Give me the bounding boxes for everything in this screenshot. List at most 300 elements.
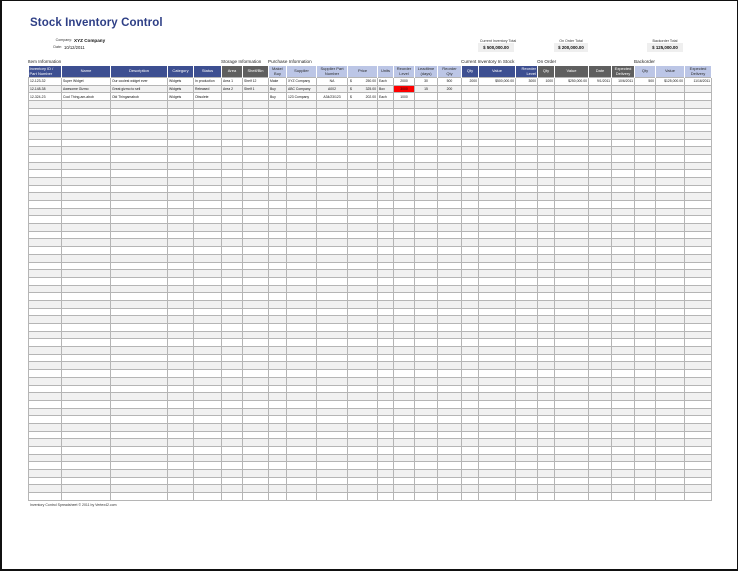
cell-cur-qty[interactable] [462,177,479,185]
cell-units[interactable] [378,216,394,224]
cell-bo-qty[interactable] [635,493,656,501]
cell-cur-value[interactable] [479,101,516,109]
cell-oo-value[interactable] [555,124,589,132]
cell-bo-value[interactable] [656,347,685,355]
cell-leadtime[interactable] [415,347,438,355]
cell-shelf[interactable] [243,201,269,209]
cell-cur-qty[interactable] [462,408,479,416]
cell-shelf[interactable] [243,108,269,116]
cell-leadtime[interactable] [415,385,438,393]
cell-bo-expected[interactable] [685,170,712,178]
cell-description[interactable] [111,239,168,247]
col-header-backorder-expected-delivery[interactable]: Expected Delivery [685,66,712,78]
cell-price[interactable] [348,208,378,216]
cell-bo-qty[interactable] [635,470,656,478]
cell-make-buy[interactable] [269,308,287,316]
cell-oo-qty[interactable] [538,377,555,385]
cell-status[interactable] [194,393,222,401]
cell-bo-expected[interactable] [685,423,712,431]
cell-reorder-level[interactable] [394,162,415,170]
cell-supplier[interactable] [287,393,317,401]
cell-cur-reorder[interactable] [516,177,538,185]
cell-shelf[interactable] [243,262,269,270]
cell-id[interactable] [29,293,62,301]
cell-reorder-level[interactable] [394,277,415,285]
cell-supplier-part[interactable] [317,101,348,109]
cell-description[interactable] [111,393,168,401]
cell-shelf[interactable] [243,131,269,139]
cell-reorder-level[interactable] [394,370,415,378]
cell-cur-reorder[interactable] [516,331,538,339]
cell-supplier[interactable] [287,116,317,124]
cell-units[interactable] [378,447,394,455]
cell-category[interactable] [168,493,194,501]
cell-status[interactable] [194,170,222,178]
cell-reorder-level[interactable] [394,316,415,324]
cell-price[interactable] [348,439,378,447]
cell-leadtime[interactable] [415,462,438,470]
cell-bo-qty[interactable] [635,277,656,285]
cell-oo-value[interactable] [555,270,589,278]
cell-supplier-part[interactable] [317,300,348,308]
cell-price[interactable] [348,316,378,324]
cell-supplier-part[interactable]: A34/23/123 [317,93,348,101]
cell-oo-value[interactable] [555,423,589,431]
cell-units[interactable] [378,147,394,155]
cell-description[interactable]: Our coolest widget ever [111,78,168,86]
cell-bo-expected[interactable] [685,393,712,401]
cell-supplier[interactable] [287,485,317,493]
cell-units[interactable] [378,439,394,447]
cell-leadtime[interactable]: 30 [415,78,438,86]
cell-units[interactable] [378,277,394,285]
cell-cur-reorder[interactable] [516,131,538,139]
cell-category[interactable] [168,101,194,109]
cell-price[interactable] [348,254,378,262]
cell-cur-qty[interactable] [462,293,479,301]
cell-supplier-part[interactable] [317,162,348,170]
cell-area[interactable] [222,285,243,293]
cell-bo-qty[interactable] [635,247,656,255]
cell-bo-qty[interactable] [635,324,656,332]
cell-oo-date[interactable] [589,324,612,332]
cell-oo-date[interactable] [589,462,612,470]
cell-bo-expected[interactable] [685,324,712,332]
cell-description[interactable] [111,462,168,470]
cell-cur-reorder[interactable] [516,324,538,332]
cell-bo-qty[interactable] [635,423,656,431]
cell-name[interactable] [62,423,111,431]
cell-units[interactable] [378,400,394,408]
cell-supplier-part[interactable] [317,208,348,216]
cell-price[interactable] [348,462,378,470]
cell-cur-reorder[interactable] [516,408,538,416]
cell-reorder-qty[interactable] [438,101,462,109]
cell-name[interactable] [62,147,111,155]
cell-name[interactable] [62,485,111,493]
cell-reorder-level[interactable]: 1000 [394,93,415,101]
cell-cur-qty[interactable] [462,439,479,447]
cell-cur-qty[interactable] [462,454,479,462]
cell-name[interactable] [62,462,111,470]
cell-price[interactable] [348,347,378,355]
cell-oo-value[interactable] [555,316,589,324]
cell-shelf[interactable] [243,216,269,224]
cell-cur-qty[interactable] [462,201,479,209]
cell-bo-value[interactable] [656,439,685,447]
cell-oo-expected[interactable] [612,300,635,308]
cell-category[interactable]: Widgets [168,85,194,93]
cell-cur-reorder[interactable] [516,400,538,408]
cell-cur-qty[interactable] [462,154,479,162]
cell-supplier-part[interactable] [317,454,348,462]
cell-make-buy[interactable] [269,154,287,162]
cell-description[interactable] [111,231,168,239]
cell-price[interactable] [348,147,378,155]
cell-description[interactable] [111,339,168,347]
cell-bo-qty[interactable] [635,485,656,493]
cell-leadtime[interactable] [415,331,438,339]
cell-units[interactable] [378,116,394,124]
cell-supplier[interactable] [287,262,317,270]
cell-name[interactable] [62,362,111,370]
cell-bo-expected[interactable] [685,293,712,301]
cell-supplier-part[interactable] [317,170,348,178]
cell-name[interactable] [62,116,111,124]
cell-oo-expected[interactable] [612,285,635,293]
cell-oo-value[interactable] [555,247,589,255]
cell-category[interactable] [168,470,194,478]
cell-cur-reorder[interactable] [516,416,538,424]
cell-status[interactable] [194,339,222,347]
cell-cur-qty[interactable] [462,316,479,324]
cell-reorder-qty[interactable] [438,331,462,339]
cell-bo-expected[interactable] [685,347,712,355]
cell-cur-reorder[interactable] [516,147,538,155]
cell-bo-value[interactable] [656,354,685,362]
cell-status[interactable] [194,462,222,470]
cell-supplier-part[interactable] [317,316,348,324]
cell-shelf[interactable] [243,462,269,470]
cell-status[interactable] [194,431,222,439]
cell-id[interactable] [29,331,62,339]
cell-shelf[interactable] [243,393,269,401]
cell-bo-qty[interactable] [635,93,656,101]
cell-category[interactable] [168,300,194,308]
cell-status[interactable]: In production [194,78,222,86]
cell-oo-value[interactable] [555,147,589,155]
cell-leadtime[interactable] [415,423,438,431]
cell-make-buy[interactable] [269,447,287,455]
cell-reorder-qty[interactable] [438,493,462,501]
cell-reorder-level[interactable] [394,108,415,116]
cell-reorder-level[interactable] [394,293,415,301]
cell-oo-date[interactable] [589,477,612,485]
cell-reorder-level[interactable] [394,462,415,470]
cell-units[interactable] [378,247,394,255]
cell-supplier-part[interactable] [317,262,348,270]
cell-shelf[interactable] [243,447,269,455]
cell-reorder-level[interactable] [394,493,415,501]
cell-category[interactable] [168,131,194,139]
cell-bo-value[interactable] [656,393,685,401]
cell-oo-qty[interactable] [538,93,555,101]
cell-oo-date[interactable] [589,247,612,255]
cell-oo-value[interactable] [555,477,589,485]
cell-bo-value[interactable] [656,201,685,209]
cell-status[interactable] [194,370,222,378]
cell-category[interactable] [168,177,194,185]
cell-supplier-part[interactable] [317,177,348,185]
cell-bo-value[interactable] [656,454,685,462]
cell-cur-qty[interactable] [462,385,479,393]
cell-category[interactable] [168,262,194,270]
cell-shelf[interactable] [243,124,269,132]
cell-oo-value[interactable] [555,139,589,147]
cell-area[interactable]: Area 1 [222,78,243,86]
cell-description[interactable] [111,216,168,224]
cell-cur-value[interactable] [479,493,516,501]
cell-oo-value[interactable] [555,101,589,109]
cell-oo-date[interactable] [589,362,612,370]
cell-category[interactable] [168,316,194,324]
cell-bo-expected[interactable] [685,431,712,439]
cell-oo-expected[interactable] [612,270,635,278]
cell-cur-qty[interactable] [462,254,479,262]
cell-category[interactable] [168,147,194,155]
cell-oo-qty[interactable] [538,493,555,501]
cell-price[interactable] [348,185,378,193]
cell-shelf[interactable] [243,400,269,408]
cell-leadtime[interactable] [415,162,438,170]
cell-oo-qty[interactable] [538,154,555,162]
cell-name[interactable] [62,431,111,439]
cell-oo-expected[interactable] [612,362,635,370]
cell-bo-value[interactable] [656,300,685,308]
cell-leadtime[interactable] [415,231,438,239]
cell-reorder-qty[interactable] [438,293,462,301]
cell-id[interactable] [29,254,62,262]
cell-cur-value[interactable] [479,139,516,147]
cell-bo-expected[interactable] [685,247,712,255]
cell-reorder-level[interactable] [394,324,415,332]
cell-cur-value[interactable] [479,124,516,132]
cell-cur-qty[interactable] [462,208,479,216]
col-header-area[interactable]: Area [222,66,243,78]
cell-bo-qty[interactable] [635,285,656,293]
cell-oo-expected[interactable] [612,447,635,455]
cell-supplier[interactable] [287,154,317,162]
cell-bo-value[interactable] [656,285,685,293]
cell-oo-value[interactable] [555,339,589,347]
cell-price[interactable] [348,93,378,101]
cell-supplier-part[interactable] [317,485,348,493]
cell-bo-expected[interactable] [685,101,712,109]
cell-oo-qty[interactable] [538,247,555,255]
col-header-inventory-id[interactable]: Inventory ID / Part Number [29,66,62,78]
cell-area[interactable] [222,439,243,447]
cell-make-buy[interactable] [269,454,287,462]
cell-shelf[interactable] [243,385,269,393]
cell-reorder-level[interactable] [394,116,415,124]
cell-units[interactable] [378,408,394,416]
cell-supplier[interactable] [287,477,317,485]
cell-oo-qty[interactable] [538,193,555,201]
cell-status[interactable] [194,400,222,408]
cell-id[interactable] [29,170,62,178]
cell-cur-value[interactable] [479,462,516,470]
cell-leadtime[interactable] [415,416,438,424]
cell-oo-date[interactable] [589,85,612,93]
cell-oo-value[interactable] [555,224,589,232]
cell-supplier-part[interactable] [317,477,348,485]
cell-bo-qty[interactable] [635,385,656,393]
cell-cur-reorder[interactable] [516,347,538,355]
cell-id[interactable] [29,385,62,393]
cell-name[interactable] [62,224,111,232]
cell-reorder-qty[interactable] [438,224,462,232]
cell-cur-qty[interactable] [462,400,479,408]
cell-oo-qty[interactable] [538,324,555,332]
cell-reorder-level[interactable] [394,362,415,370]
cell-reorder-level[interactable] [394,300,415,308]
cell-id[interactable] [29,224,62,232]
cell-oo-qty[interactable] [538,85,555,93]
cell-supplier[interactable] [287,439,317,447]
cell-reorder-qty[interactable] [438,254,462,262]
col-header-current-value[interactable]: Value [479,66,516,78]
cell-supplier[interactable] [287,416,317,424]
cell-oo-date[interactable] [589,116,612,124]
cell-reorder-qty[interactable] [438,485,462,493]
cell-shelf[interactable] [243,370,269,378]
cell-oo-qty[interactable] [538,124,555,132]
cell-shelf[interactable] [243,93,269,101]
cell-leadtime[interactable] [415,262,438,270]
cell-reorder-level[interactable] [394,477,415,485]
cell-oo-value[interactable]: $250,000.00 [555,78,589,86]
cell-id[interactable] [29,377,62,385]
cell-price[interactable] [348,431,378,439]
cell-cur-qty[interactable] [462,377,479,385]
cell-oo-date[interactable] [589,293,612,301]
cell-reorder-qty[interactable] [438,247,462,255]
cell-oo-expected[interactable] [612,477,635,485]
cell-bo-expected[interactable] [685,454,712,462]
cell-bo-qty[interactable] [635,362,656,370]
cell-bo-qty[interactable] [635,354,656,362]
cell-oo-expected[interactable] [612,370,635,378]
cell-reorder-qty[interactable]: 500 [438,78,462,86]
cell-supplier-part[interactable] [317,324,348,332]
cell-supplier-part[interactable] [317,201,348,209]
cell-cur-qty[interactable] [462,485,479,493]
cell-supplier[interactable] [287,308,317,316]
cell-category[interactable] [168,354,194,362]
cell-units[interactable] [378,393,394,401]
cell-category[interactable] [168,408,194,416]
cell-bo-qty[interactable] [635,224,656,232]
cell-shelf[interactable] [243,308,269,316]
cell-supplier-part[interactable] [317,439,348,447]
cell-cur-value[interactable] [479,231,516,239]
cell-reorder-qty[interactable] [438,185,462,193]
cell-supplier-part[interactable] [317,308,348,316]
cell-leadtime[interactable] [415,177,438,185]
cell-cur-reorder[interactable] [516,108,538,116]
cell-make-buy[interactable] [269,239,287,247]
cell-id[interactable] [29,193,62,201]
cell-supplier[interactable] [287,347,317,355]
cell-name[interactable] [62,331,111,339]
cell-id[interactable]: 12-148-38 [29,85,62,93]
cell-bo-qty[interactable] [635,462,656,470]
cell-cur-qty[interactable]: 2000 [462,78,479,86]
cell-reorder-qty[interactable] [438,423,462,431]
cell-supplier-part[interactable] [317,377,348,385]
cell-id[interactable] [29,108,62,116]
cell-description[interactable] [111,370,168,378]
cell-price[interactable] [348,423,378,431]
cell-name[interactable] [62,324,111,332]
cell-category[interactable] [168,400,194,408]
cell-cur-reorder[interactable] [516,247,538,255]
cell-leadtime[interactable] [415,239,438,247]
cell-status[interactable] [194,362,222,370]
cell-status[interactable] [194,347,222,355]
cell-name[interactable]: Awesome Gizmo [62,85,111,93]
cell-area[interactable] [222,300,243,308]
cell-units[interactable] [378,124,394,132]
cell-oo-expected[interactable] [612,231,635,239]
cell-supplier[interactable] [287,408,317,416]
cell-description[interactable] [111,101,168,109]
cell-oo-qty[interactable] [538,370,555,378]
cell-oo-value[interactable] [555,262,589,270]
cell-status[interactable] [194,324,222,332]
cell-bo-expected[interactable] [685,177,712,185]
cell-price[interactable] [348,201,378,209]
cell-reorder-qty[interactable] [438,116,462,124]
cell-oo-qty[interactable] [538,293,555,301]
cell-oo-value[interactable] [555,193,589,201]
cell-oo-date[interactable] [589,300,612,308]
cell-oo-date[interactable] [589,493,612,501]
cell-oo-qty[interactable] [538,331,555,339]
cell-reorder-level[interactable] [394,339,415,347]
cell-bo-qty[interactable] [635,254,656,262]
cell-oo-expected[interactable] [612,139,635,147]
cell-status[interactable] [194,131,222,139]
cell-make-buy[interactable] [269,131,287,139]
cell-shelf[interactable] [243,208,269,216]
col-header-current-qty[interactable]: Qty [462,66,479,78]
cell-oo-date[interactable] [589,277,612,285]
cell-oo-value[interactable] [555,385,589,393]
cell-name[interactable] [62,347,111,355]
cell-name[interactable] [62,131,111,139]
cell-area[interactable] [222,162,243,170]
cell-cur-qty[interactable] [462,224,479,232]
cell-oo-value[interactable] [555,170,589,178]
cell-cur-qty[interactable] [462,324,479,332]
cell-area[interactable] [222,108,243,116]
cell-name[interactable]: Cool Thing-am-abob [62,93,111,101]
cell-units[interactable] [378,493,394,501]
cell-cur-value[interactable] [479,239,516,247]
cell-name[interactable] [62,254,111,262]
cell-leadtime[interactable] [415,316,438,324]
